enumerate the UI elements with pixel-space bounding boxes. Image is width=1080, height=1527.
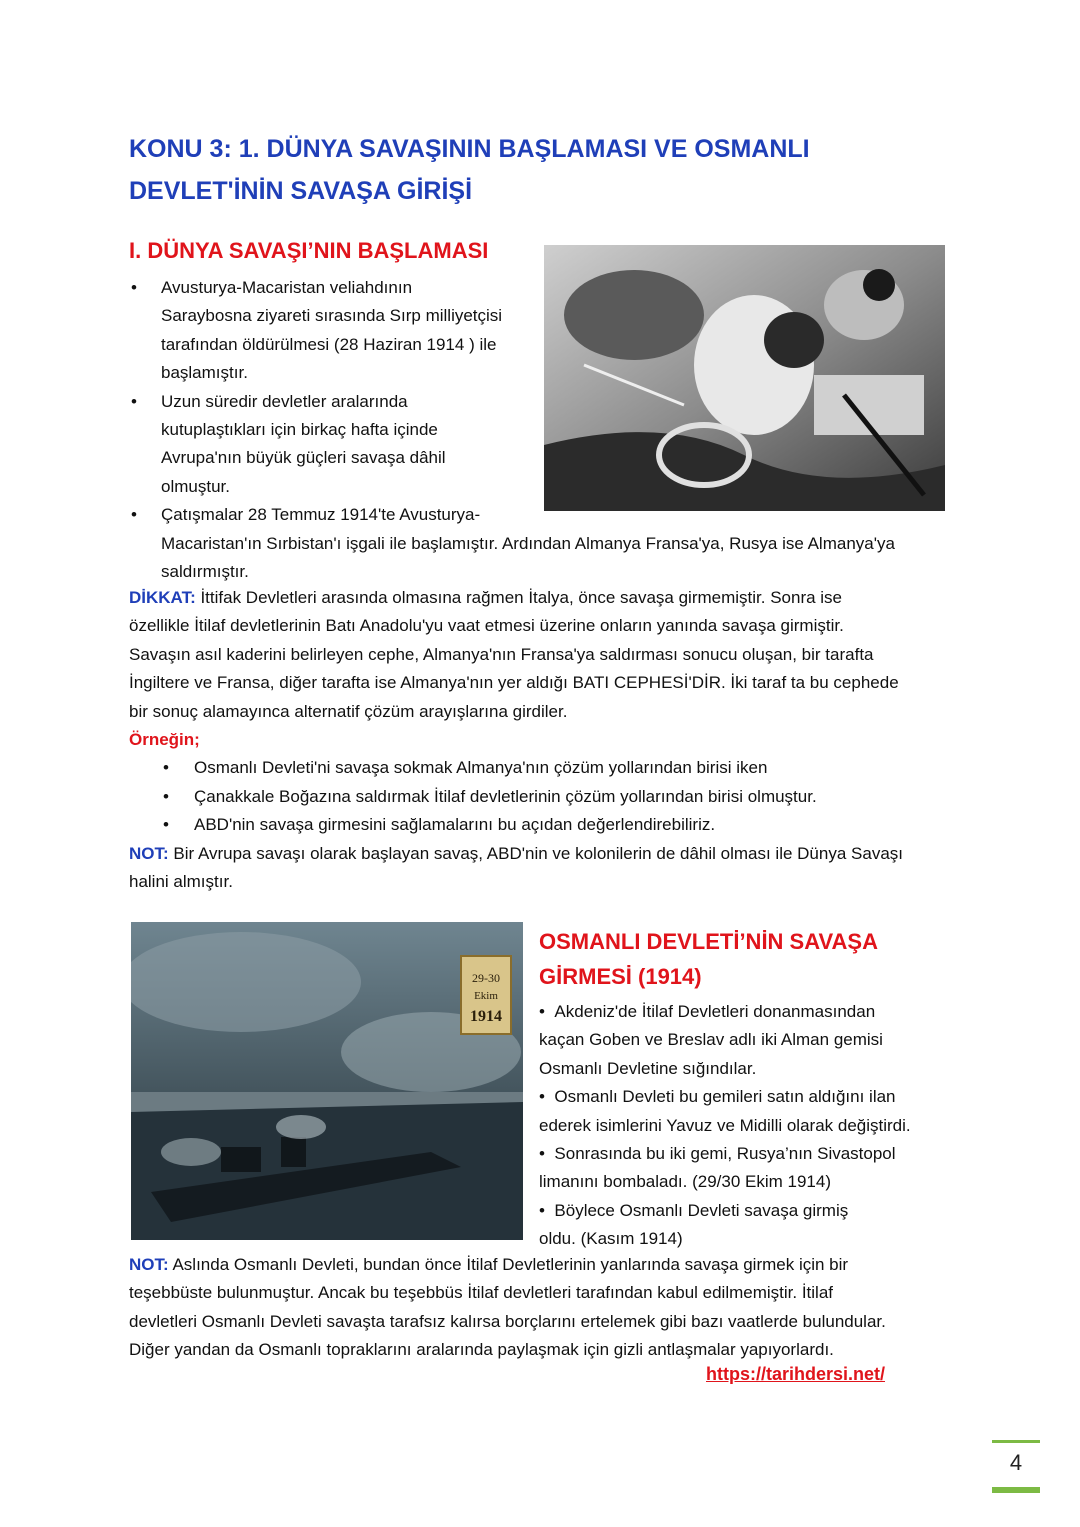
list-item-line: Uzun süredir devletler aralarında [161,391,408,411]
list-item [539,1083,949,1140]
list-item-line: limanını bombaladı. (29/30 Ekim 1914) [539,1172,831,1192]
paragraph-line: Savaşın asıl kaderini belirleyen cephe, Almanya'nın Fransa'ya saldırması sonucu oluşan, bir tarafta [129,644,874,664]
ottoman-entry-section [539,922,949,1254]
paragraph-line: halini almıştır. [129,872,233,892]
list-item-line: oldu. (Kasım 1914) [539,1229,683,1249]
paragraph-line: Diğer yandan da Osmanlı topraklarını aralarında paylaşmak için gizli antlaşmalar yapıyorlardı. [129,1340,834,1360]
bullet-icon: • [163,815,169,835]
list-item-line: tarafından öldürülmesi (28 Haziran 1914 ) ile [161,334,497,354]
badge-date-text: 29-30 [472,971,500,985]
page-title-line-1: KONU 3: 1. DÜNYA SAVAŞININ BAŞLAMASI VE OSMANLI [129,135,810,163]
list-item-line: Böylece Osmanlı Devleti savaşa girmiş [554,1200,849,1220]
list-item-line: Sonrasında bu iki gemi, Rusya’nın Sivastopol [554,1144,896,1164]
list-item [539,1140,949,1197]
badge-month-text: Ekim [474,990,498,1002]
dikkat-paragraph [129,584,949,726]
page-number-box [992,1440,1040,1493]
ottoman-entry-bullet-list [539,998,949,1254]
list-item-line: başlamıştır. [161,363,248,383]
bullet-icon: • [131,505,137,525]
list-item-line: Avrupa'nın büyük güçleri savaşa dâhil [161,448,446,468]
dikkat-label: DİKKAT: [129,588,196,607]
bullet-icon: • [163,758,169,778]
page-title [129,128,889,212]
paragraph-line: İttifak Devletleri arasında olmasına rağmen İtalya, önce savaşa girmemiştir. Sonra ise [195,588,843,607]
list-item [129,811,949,839]
bullet-icon: • [539,1087,545,1107]
heading-line: GİRMESİ (1914) [539,964,702,989]
war-start-bullet-list [129,274,949,586]
section-heading-ottoman-entry [539,924,949,994]
list-item [129,783,949,811]
paragraph-line: devletleri Osmanlı Devleti savaşta tarafsız kalırsa borçlarını ertelemek gibi bazı vaatlerde bulundular. [129,1311,886,1331]
list-item [129,501,949,586]
paragraph-line: özellikle İtilaf devletlerinin Batı Anadolu'yu vaat etmesi üzerine onların yanında savaşa girmiştir. [129,616,844,636]
not-paragraph-2 [129,1251,949,1365]
list-item-line: Osmanlı Devletine sığındılar. [539,1058,757,1078]
bullet-icon: • [131,391,137,411]
explanation-block [129,584,949,896]
list-item [129,388,949,502]
list-item-text: Osmanlı Devleti'ni savaşa sokmak Almanya'nın çözüm yollarından birisi iken [194,758,768,778]
list-item [539,1197,949,1254]
list-item-line: olmuştur. [161,476,230,496]
bullet-icon: • [539,1200,545,1220]
list-item-line: Akdeniz'de İtilaf Devletleri donanmasından [554,1002,876,1021]
list-item-line: Avusturya-Macaristan veliahdının [161,278,413,297]
page-number: 4 [1009,1450,1023,1475]
list-item-line: ederek isimlerini Yavuz ve Midilli olarak değiştirdi. [539,1115,911,1135]
list-item-line: Macaristan'ın Sırbistan'ı işgali ile başlamıştır. Ardından Almanya Fransa'ya, Rusya ise Almanya'ya [161,533,895,553]
bullet-icon: • [539,1144,545,1164]
not-paragraph-1 [129,840,949,897]
list-item-line: kaçan Goben ve Breslav adlı iki Alman gemisi [539,1030,883,1050]
bullet-icon: • [163,786,169,806]
badge-year-text: 1914 [470,1008,502,1025]
page-title-line-2: DEVLET'İNİN SAVAŞA GİRİŞİ [129,177,473,205]
example-bullet-list [129,754,949,839]
paragraph-line: teşebbüste bulunmuştur. Ancak bu teşebbüs İtilaf devletleri tarafından kabul edilmemiştir. İtilaf [129,1283,834,1303]
section-heading-war-start: I. DÜNYA SAVAŞI’NIN BAŞLAMASI [129,238,489,263]
bullet-icon: • [131,278,137,297]
naval-bombardment-painting [131,922,523,1240]
paragraph-line: bir sonuç alamayınca alternatif çözüm arayışlarına girdiler. [129,701,568,721]
not-label: NOT: [129,843,169,863]
list-item-line: Osmanlı Devleti bu gemileri satın aldığını ilan [554,1087,896,1107]
bullet-icon: • [539,1002,545,1021]
paragraph-line: Bir Avrupa savaşı olarak başlayan savaş, ABD'nin ve kolonilerin de dâhil olması ile Dünya Savaşı [168,843,903,863]
ornegin-label: Örneğin; [129,730,200,750]
paragraph-line: İngiltere ve Fransa, diğer tarafta ise Almanya'nın yer aldığı BATI CEPHESİ'DİR. İki taraf ta bu cephede [129,673,899,693]
list-item-text: Çanakkale Boğazına saldırmak İtilaf devletlerinin çözüm yollarından birisi olmuştur. [194,786,817,806]
paragraph-line: Aslında Osmanlı Devleti, bundan önce İtilaf Devletlerinin yanlarında savaşa girmek için bir [168,1255,849,1274]
list-item-line: Çatışmalar 28 Temmuz 1914'te Avusturya- [161,505,481,525]
list-item-line: Saraybosna ziyareti sırasında Sırp milliyetçisi [161,306,503,326]
list-item-line: saldırmıştır. [161,562,249,582]
list-item-line: kutuplaştıkları için birkaç hafta içinde [161,420,438,440]
list-item [129,274,949,388]
list-item [129,754,949,782]
heading-line: OSMANLI DEVLETİ’NİN SAVAŞA [539,929,878,954]
list-item [539,998,949,1083]
website-link[interactable]: https://tarihdersi.net/ [706,1364,886,1384]
list-item-text: ABD'nin savaşa girmesini sağlamalarını bu açıdan değerlendirebiliriz. [194,815,716,835]
not-label: NOT: [129,1255,169,1274]
